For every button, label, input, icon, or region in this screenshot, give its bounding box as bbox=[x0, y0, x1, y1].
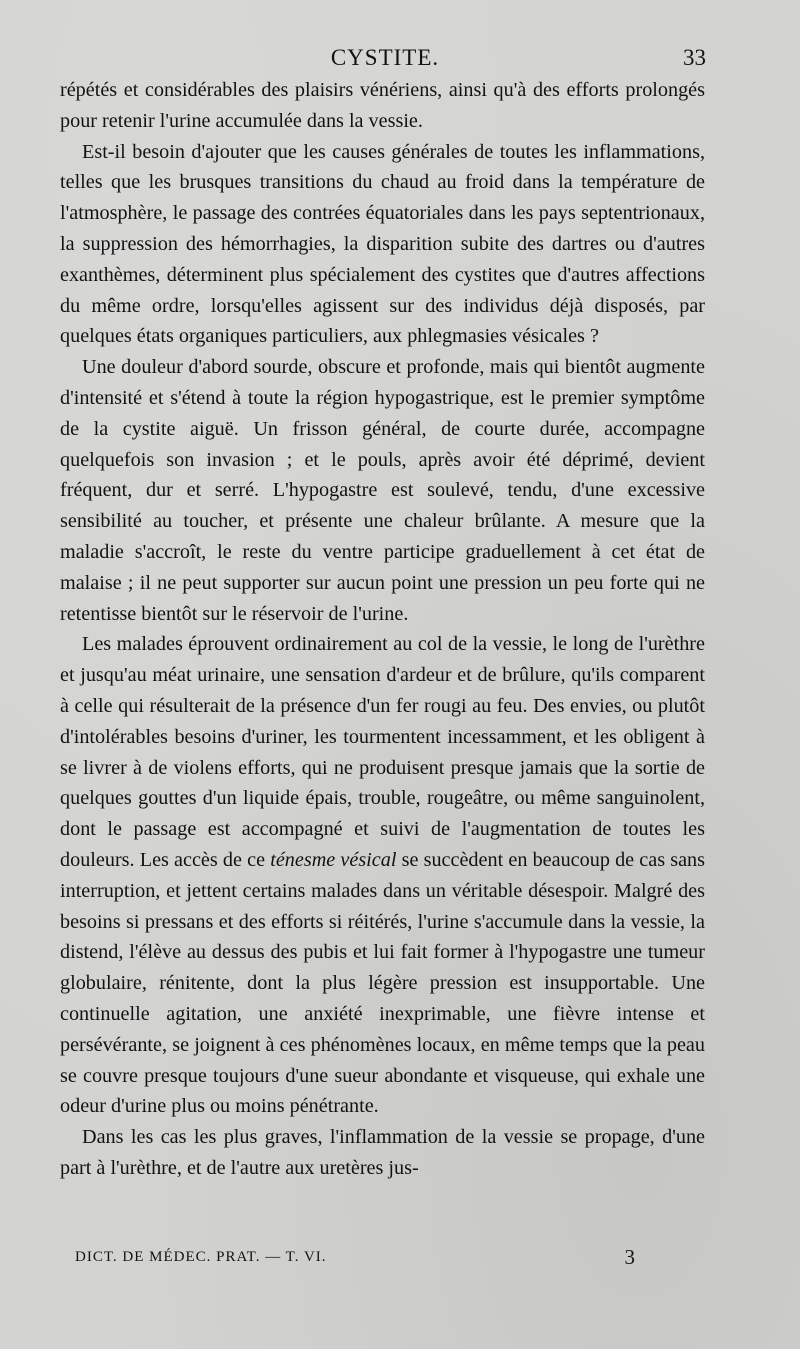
page-header bbox=[60, 42, 710, 74]
paragraph-text-before-term: Les malades éprouvent ordinairement au col de la vessie, le long de l'urèthre et jusqu'au méat urinaire, une sensation d'ardeur et de brûlure, qu'ils comparent à celle qui résulterait de la présence d'un fer rougi au feu. Des envies, ou plutôt d'intolérables besoins d'uriner, les tourmentent incessamment, et les obligent à se livrer à de violens efforts, qui ne produisent presque jamais que la sortie de quelques gouttes d'un liquide épais, trouble, rougeâtre, ou même sanguinolent, dont le passage est accompagné et suivi de l'augmentation de toutes les douleurs. Les accès de ce bbox=[60, 633, 705, 871]
page-body bbox=[60, 75, 705, 1184]
paragraph-continuation: répétés et considérables des plaisirs vénériens, ainsi qu'à des efforts prolongés pour retenir l'urine accumulée dans la vessie. bbox=[60, 79, 705, 132]
printer-signature: DICT. DE MÉDEC. PRAT. — T. VI. bbox=[75, 1249, 327, 1265]
page-number: 33 bbox=[683, 45, 706, 70]
paragraph-text-after-term: se succèdent en beaucoup de cas sans interruption, et jettent certains malades dans un véritable désespoir. Malgré des besoins si pressans et des efforts si réitérés, l'urine s'accumule dans la vessie, la distend, l'élève au dessus des pubis et lui fait former à l'hypogastre une tumeur globulaire, rénitente, dont la plus légère pression est insupportable. Une continuelle agitation, une anxiété inexprimable, une fièvre intense et persévérante, se joignent à ces phénomènes locaux, en même temps que la peau se couvre presque toujours d'une sueur abondante et visqueuse, qui exhale une odeur d'urine plus ou moins pénétrante. bbox=[60, 848, 706, 1118]
running-title: CYSTITE. bbox=[330, 45, 440, 70]
paragraph-first-symptoms: Une douleur d'abord sourde, obscure et profonde, mais qui bientôt augmente d'intensité et s'étend à toute la région hypogastrique, est le premier symptôme de la cystite aiguë. Un frisson général, de courte durée, accompagne quelquefois son invasion ; et le pouls, après avoir été déprimé, devient fréquent, dur et serré. L'hypogastre est soulevé, tendu, d'une excessive sensibilité au toucher, et présente une chaleur brûlante. A mesure que la maladie s'accroît, le reste du ventre participe graduellement à cet état de malaise ; il ne peut supporter sur aucun point une pression un peu forte qui ne retentisse bientôt sur le réservoir de l'urine. bbox=[60, 356, 705, 625]
paragraph-bladder-symptoms bbox=[60, 629, 705, 1122]
paragraph-severe-cases: Dans les cas les plus graves, l'inflammation de la vessie se propage, d'une part à l'urèthre, et de l'autre aux uretères jus- bbox=[60, 1126, 705, 1179]
paragraph-general-causes: Est-il besoin d'ajouter que les causes générales de toutes les inflammations, telles que les brusques transitions du chaud au froid dans la température de l'atmosphère, le passage des contrées équatoriales dans les pays septentrionaux, la suppression des hémorrhagies, la disparition subite des dartres ou d'autres exanthèmes, déterminent plus spécialement des cystites que d'autres affections du même ordre, lorsqu'elles agissent sur des individus déjà disposés, par quelques états organiques particuliers, aux phlegmasies vésicales ? bbox=[60, 140, 705, 348]
signature-mark: 3 bbox=[624, 1245, 635, 1269]
italic-term: ténesme vésical bbox=[270, 848, 397, 871]
page-footer bbox=[75, 1242, 655, 1272]
